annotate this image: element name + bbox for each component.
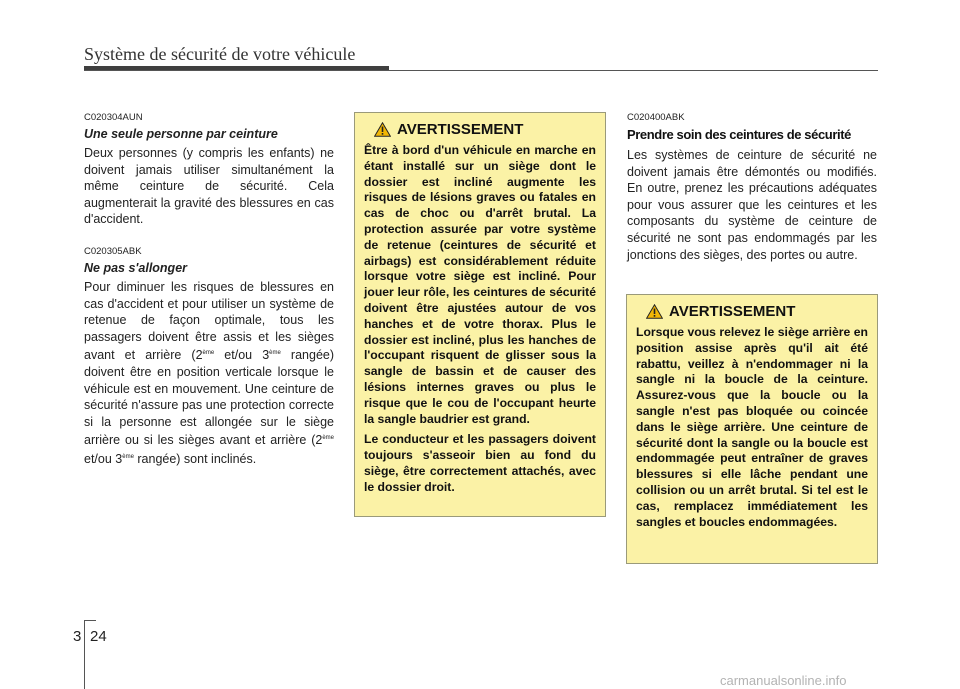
section-heading: Prendre soin des ceintures de sécurité	[627, 127, 851, 142]
section-text: Deux personnes (y compris les enfants) ne doivent jamais utiliser simultanément la même ceinture de sécurité. Cela augmenterait la gravité des blessures en cas d'accident.	[84, 146, 334, 227]
section-text: Pour diminuer les risques de blessures en cas d'accident et pour utiliser un système de retenue de façon optimale, tous les passagers doivent être assis et les sièges avant et arrière (2ème et/ou 3ème rangée) doivent être en position verticale lorsque le véhicule est en mouvement. Une ceinture de sécurité n'assure pas une protection correcte si la personne est allongée sur le siège arrière ou si les sièges avant et arrière (2ème et/ou 3ème rangée) sont inclinés.	[84, 279, 335, 466]
footer-rule	[84, 620, 96, 621]
superscript: ème	[122, 453, 134, 460]
header-rule	[84, 70, 878, 71]
left-column	[84, 112, 334, 486]
footer-divider	[84, 620, 85, 689]
section-code: C020304AUN	[84, 112, 143, 123]
warning-box	[354, 112, 606, 517]
warning-triangle-icon	[646, 304, 663, 319]
superscript: ème	[269, 350, 281, 357]
header-title: Système de sécurité de votre véhicule	[84, 44, 356, 64]
page-number: 24	[90, 628, 107, 645]
right-column	[627, 112, 877, 281]
warning-text: Lorsque vous relevez le siège arrière en position assise après qu'il ait été rabattu, veillez à n'endommager ni la sangle ni la boucle de la ceinture. Assurez-vous que la boucle ou la sangle n'est pas bloquée ou coincée dans le siège arrière. Une ceinture de sécurité dont la sangle ou la boucle est endommagée peut entraîner de graves blessures si elle lâche pendant une collision ou un arrêt brutal. Si tel est le cas, remplacez immédiatement les sangles et boucles endommagées.	[636, 325, 868, 529]
warning-title: AVERTISSEMENT	[397, 121, 524, 138]
warning-triangle-icon	[374, 122, 391, 137]
warning-text: Le conducteur et les passagers doivent toujours s'asseoir bien au fond du siège, être correctement attachés, avec le dossier droit.	[364, 432, 596, 494]
section-code: C020305ABK	[84, 245, 142, 257]
warning-title-row	[636, 303, 868, 320]
section-heading: Ne pas s'allonger	[84, 260, 188, 275]
warning-box	[626, 294, 878, 564]
warning-title: AVERTISSEMENT	[669, 303, 796, 320]
section-text: Les systèmes de ceinture de sécurité ne doivent jamais être démontés ou modifiés. En outre, prenez les précautions adéquates pour vous assurer que les ceintures et les composants du système de ceinture de sécurité ne sont pas endommagés par les jonctions des sièges, des portes ou autre.	[627, 148, 877, 262]
warning-text: Être à bord d'un véhicule en marche en étant installé sur un siège dont le dossier est incliné augmente les risques de lésions graves ou fatales en cas de choc ou d'arrêt brutal. La protection assurée par votre système de retenue (ceintures de sécurité et airbags) est considérablement réduite lorsque votre siège est incliné. Pour jouer leur rôle, les ceintures de sécurité doivent être ajustées autour de vos hanches et de votre thorax. Plus le dossier est incliné, plus les hanches de l'occupant risquent de glisser sous la sangle de bassin et de causer des lésions internes graves ou plus le risque que le cou de l'occupant heurte la sangle baudrier est grand.	[364, 143, 596, 426]
superscript: ème	[202, 350, 215, 357]
section-code: C020400ABK	[627, 112, 685, 123]
superscript: ème	[322, 435, 334, 442]
chapter-number: 3	[73, 628, 82, 645]
section-heading: Une seule personne par ceinture	[84, 127, 278, 141]
warning-title-row	[364, 121, 596, 138]
watermark: carmanualsonline.info	[720, 673, 847, 688]
